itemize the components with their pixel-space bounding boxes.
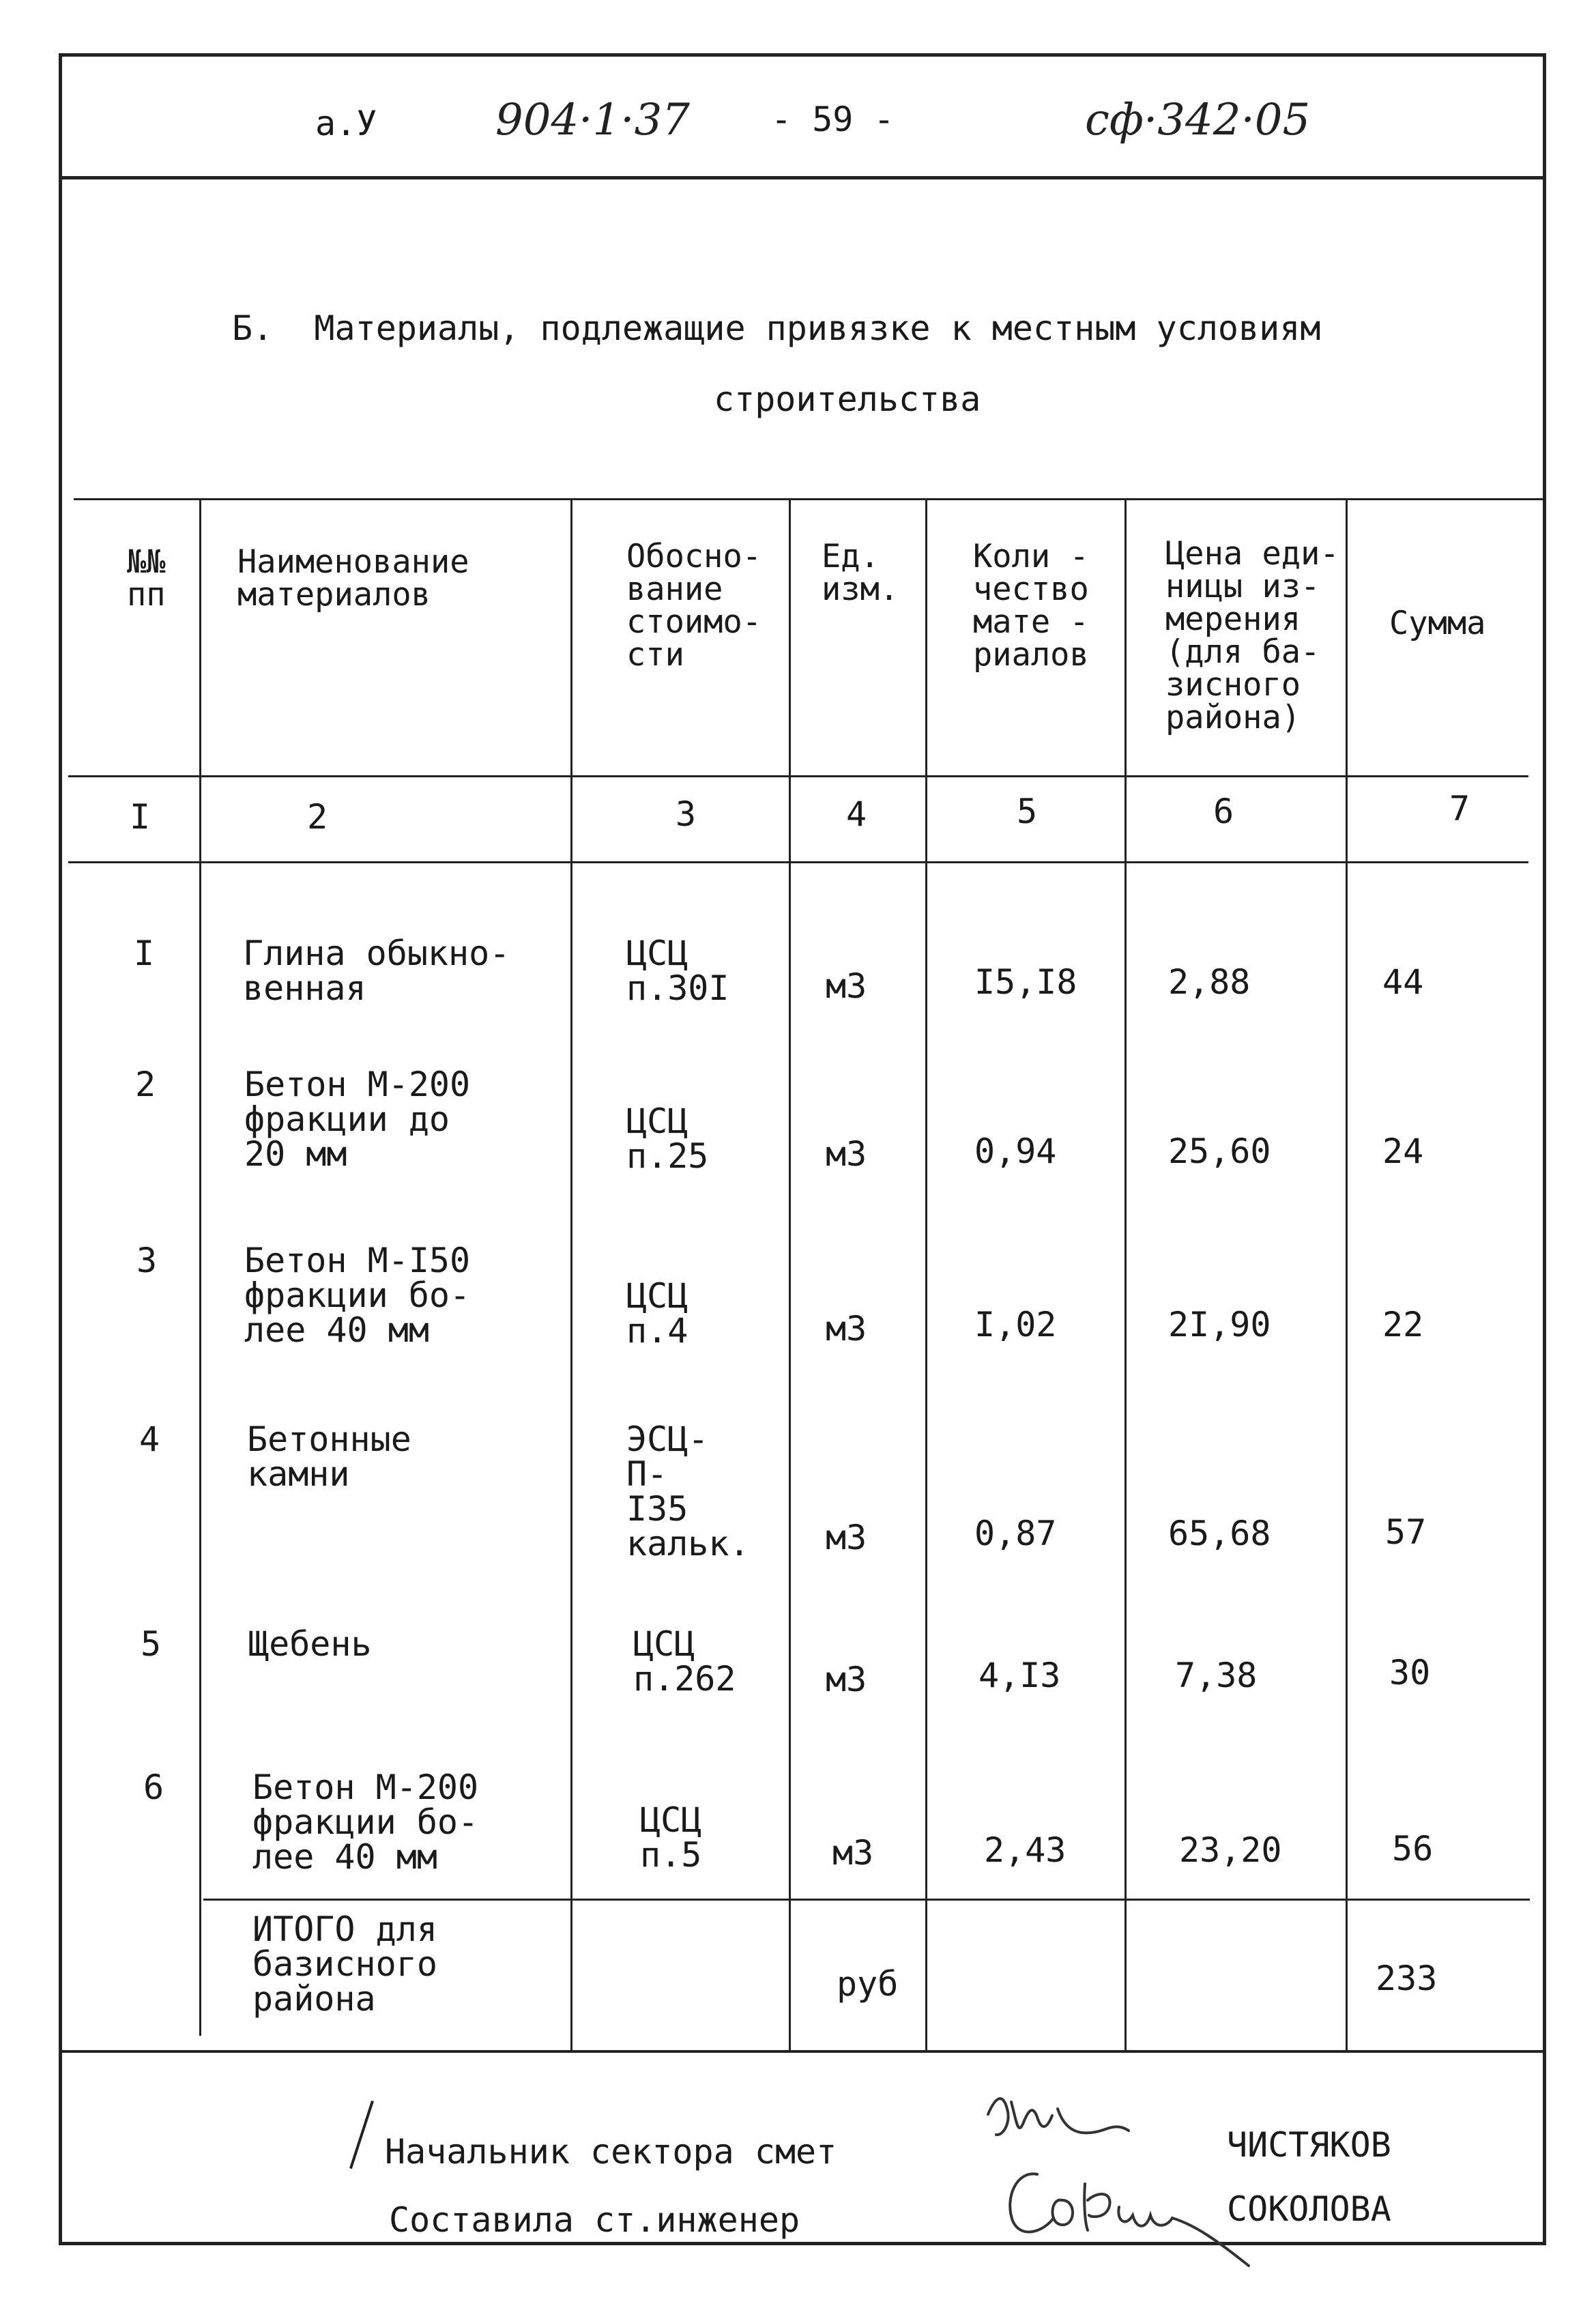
table-row-6-price: 23,20 [1179,1830,1282,1870]
table-row-1-price: 2,88 [1168,962,1251,1002]
table-row-4-price: 65,68 [1168,1514,1271,1553]
table-row-2-basis: ЦСЦ п.25 [626,1101,709,1176]
table-row-3-unit: м3 [826,1309,867,1349]
footer-name-1: ЧИСТЯКОВ [1227,2125,1391,2165]
col-divider-6 [1346,500,1348,2052]
table-row-1-number: I [134,934,155,973]
column-number-2: 2 [307,797,328,837]
table-row-2-unit: м3 [826,1134,867,1174]
signature-2 [996,2150,1262,2286]
table-row-2-quantity: 0,94 [974,1132,1057,1171]
table-row-2-number: 2 [135,1065,156,1104]
page-number: - 59 - [771,100,895,139]
col-divider-4 [925,500,927,2052]
table-bottom-border [59,2050,1546,2053]
footer-name-2: СОКОЛОВА [1227,2189,1391,2229]
document-code: сф·342·05 [1085,95,1311,145]
table-row-6-sum: 56 [1392,1829,1434,1869]
table-row-4-quantity: 0,87 [974,1514,1057,1553]
column-header-unit: Ед. изм. [822,538,899,608]
table-row-2-name: Бетон М-200 фракции до 20 мм [244,1065,471,1174]
column-header-unit-price: Цена еди- ницы из- мерения (для ба- зисного района) [1165,535,1339,736]
table-row-3-number: 3 [136,1241,158,1280]
section-title-line2: строительства [714,379,981,419]
column-header-number: №№ пп [127,543,166,614]
footer-role-2: Составила ст.инженер [389,2200,800,2240]
table-top-border [74,498,1546,500]
table-row-5-name: Щебень [248,1624,372,1664]
table-row-4-name: Бетонные камни [247,1419,411,1494]
colnum-bottom-border [68,861,1528,863]
header-divider [59,176,1546,179]
table-row-6-basis: ЦСЦ п.5 [640,1800,702,1875]
table-row-1-name: Глина обыкно- венная [243,934,510,1008]
total-top-border [203,1899,1530,1901]
column-number-5: 5 [1017,792,1038,831]
table-row-4-number: 4 [139,1419,160,1459]
table-row-2-price: 25,60 [1168,1132,1271,1171]
table-row-1-unit: м3 [826,966,867,1006]
table-row-6-quantity: 2,43 [984,1830,1067,1870]
project-number: 904·1·37 [495,95,690,145]
total-row-unit: руб [837,1964,899,2004]
table-row-2-sum: 24 [1382,1132,1424,1171]
col-divider-3 [789,500,791,2052]
table-row-3-sum: 22 [1382,1305,1424,1344]
table-row-5-sum: 30 [1389,1653,1431,1692]
table-row-1-quantity: I5,I8 [974,962,1077,1002]
column-header-name: Наименование материалов [237,543,469,614]
table-row-3-price: 2I,90 [1168,1305,1271,1344]
column-number-7: 7 [1449,789,1470,828]
column-number-4: 4 [846,794,867,834]
header-bottom-border [68,775,1528,777]
table-row-4-sum: 57 [1385,1512,1427,1552]
column-number-6: 6 [1213,792,1234,831]
table-row-3-name: Бетон М-I50 фракции бо- лее 40 мм [244,1241,471,1350]
table-row-5-quantity: 4,I3 [978,1656,1061,1695]
column-number-3: 3 [676,794,697,834]
table-row-5-basis: ЦСЦ п.262 [633,1624,736,1699]
col-divider-1 [199,500,201,2036]
album-label: а.У [315,104,377,143]
column-header-sum: Сумма [1389,605,1486,642]
footer-role-1: Начальник сектора смет [385,2132,837,2172]
table-row-4-basis: ЭСЦ- П- I35 кальк. [626,1419,750,1563]
table-row-4-unit: м3 [826,1518,867,1557]
column-header-quantity: Коли - чество мате - риалов [973,538,1089,674]
column-header-basis: Обосно- вание стоимо- сти [626,538,762,674]
table-row-5-price: 7,38 [1175,1656,1258,1695]
table-row-3-quantity: I,02 [974,1305,1057,1344]
column-number-1: I [130,797,151,837]
table-row-1-sum: 44 [1382,962,1424,1002]
table-row-3-basis: ЦСЦ п.4 [626,1276,688,1351]
table-row-1-basis: ЦСЦ п.30I [626,934,729,1008]
table-row-6-name: Бетон М-200 фракции бо- лее 40 мм [252,1768,479,1877]
table-row-5-unit: м3 [826,1660,867,1699]
col-divider-5 [1125,500,1127,2052]
table-row-6-number: 6 [143,1768,164,1807]
total-row-sum: 233 [1376,1959,1438,1998]
col-divider-2 [570,500,572,2052]
section-title-line1: Б. Материалы, подлежащие привязке к местным условиям [232,308,1321,348]
total-row-label: ИТОГО для базисного района [252,1909,437,2019]
table-row-5-number: 5 [141,1624,162,1664]
table-row-6-unit: м3 [832,1833,874,1873]
